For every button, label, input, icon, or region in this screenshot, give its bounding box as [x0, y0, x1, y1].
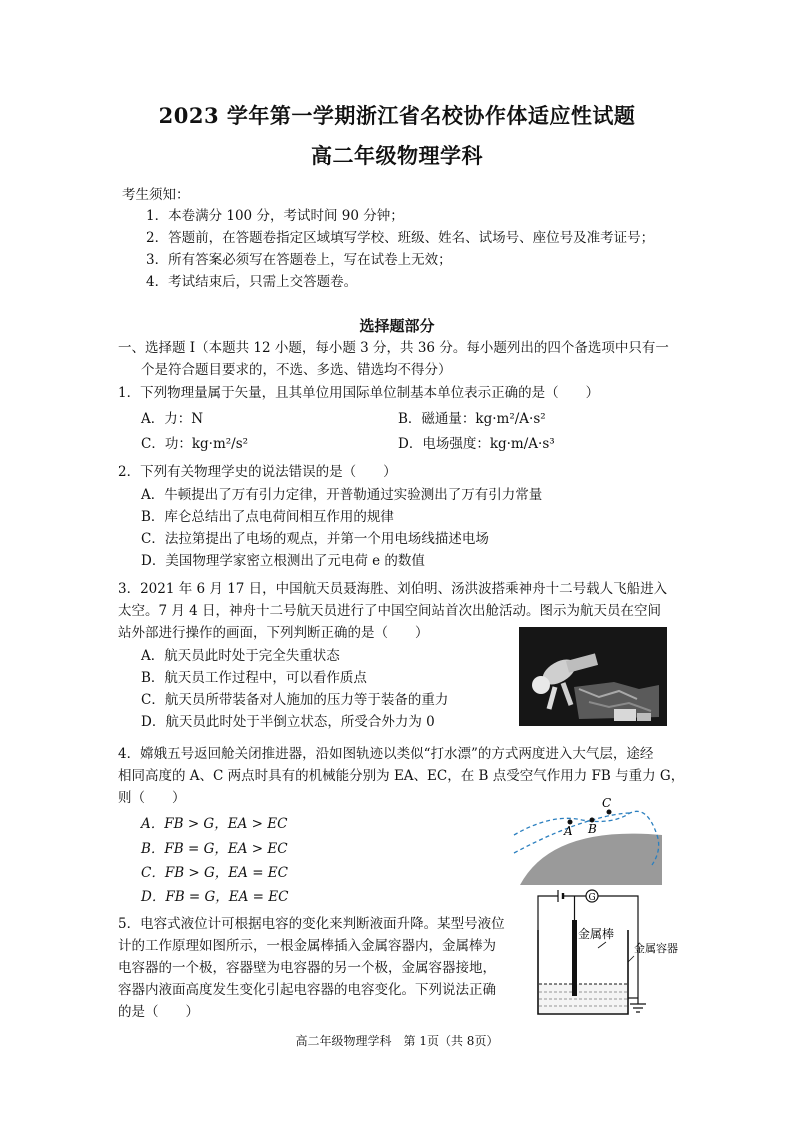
q2-option-b: B．库仑总结出了点电荷间相互作用的规律 — [141, 509, 394, 525]
q5-stem: 电容器的一个极，容器壁为电容器的另一个极，金属容器接地， — [118, 960, 496, 976]
q4-option-b: B．FB = G，EA > EC — [141, 841, 288, 857]
q3-stem: 站外部进行操作的画面，下列判断正确的是（ ） — [118, 625, 429, 641]
q4-option-d: D．FB = G，EA = EC — [141, 889, 289, 905]
page-footer: 高二年级物理学科 第 1页（共 8页） — [295, 1034, 499, 1048]
q3-option-c: C．航天员所带装备对人施加的压力等于装备的重力 — [141, 692, 449, 708]
q4-option-a: A．FB > G，EA > EC — [141, 816, 288, 832]
point-c-label: C — [602, 796, 612, 810]
metal-rod — [572, 920, 577, 996]
exam-subtitle: 高二年级物理学科 — [311, 143, 483, 168]
q1-option-d: D．电场强度：kg·m/A·s³ — [398, 436, 555, 452]
q3-option-d: D．航天员此时处于半倒立状态，所受合外力为 0 — [141, 714, 435, 730]
q1-option-a: A．力：N — [141, 411, 204, 427]
q2-option-d: D．美国物理学家密立根测出了元电荷 e 的数值 — [141, 553, 425, 569]
q5-stem: 计的工作原理如图所示，一根金属棒插入金属容器内，金属棒为 — [118, 938, 496, 954]
q4-stem: 相同高度的 A、C 两点时具有的机械能分别为 EA、EC，在 B 点受空气作用力 FB 与重力 G， — [118, 768, 685, 784]
notice-heading: 考生须知： — [122, 187, 190, 203]
notice-item: 1．本卷满分 100 分，考试时间 90 分钟； — [146, 208, 404, 224]
q1-option-b: B．磁通量：kg·m²/A·s² — [398, 411, 546, 427]
point-a-label: A — [564, 824, 573, 838]
exam-title: 2023 学年第一学期浙江省名校协作体适应性试题 — [158, 103, 636, 128]
container-label: 金属容器 — [634, 942, 678, 955]
point-b-label: B — [588, 822, 597, 836]
section-intro: 一、选择题 I（本题共 12 小题，每小题 3 分，共 36 分。每小题列出的四个备选项中只有一 — [118, 340, 669, 356]
q1-option-c: C．功：kg·m²/s² — [141, 436, 249, 452]
notice-item: 3．所有答案必须写在答题卷上，写在试卷上无效； — [146, 252, 452, 268]
q3-stem: 太空。7 月 4 日，神舟十二号航天员进行了中国空间站首次出舱活动。图示为航天员在空间 — [118, 603, 662, 619]
q2-option-a: A．牛顿提出了万有引力定律，开普勒通过实验测出了万有引力常量 — [141, 487, 543, 503]
level-gauge-diagram — [528, 886, 688, 1026]
q3-option-a: A．航天员此时处于完全失重状态 — [141, 648, 340, 664]
q5-stem: 容器内液面高度发生变化引起电容器的电容变化。下列说法正确 — [118, 982, 496, 998]
astronaut-photo — [519, 627, 667, 726]
notice-item: 2．答题前，在答题卷指定区域填写学校、班级、姓名、试场号、座位号及准考证号； — [146, 230, 655, 246]
trajectory-diagram — [512, 795, 668, 885]
section-title: 选择题部分 — [359, 317, 435, 335]
q1-stem: 1．下列物理量属于矢量，且其单位用国际单位制基本单位表示正确的是（ ） — [118, 385, 600, 401]
q5-stem: 5．电容式液位计可根据电容的变化来判断液面升降。某型号液位 — [118, 916, 505, 932]
q5-stem: 的是（ ） — [118, 1004, 199, 1020]
q4-stem: 则（ ） — [118, 790, 186, 806]
section-intro: 个是符合题目要求的，不选、多选、错选均不得分） — [141, 362, 452, 378]
q4-option-c: C．FB > G，EA = EC — [141, 865, 288, 881]
notice-item: 4．考试结束后，只需上交答题卷。 — [146, 274, 358, 290]
rod-label: 金属棒 — [578, 927, 615, 941]
q3-option-b: B．航天员工作过程中，可以看作质点 — [141, 670, 367, 686]
q2-stem: 2．下列有关物理学史的说法错误的是（ ） — [118, 464, 397, 480]
galvanometer-label: G — [588, 893, 596, 903]
q2-option-c: C．法拉第提出了电场的观点，并第一个用电场线描述电场 — [141, 531, 489, 547]
q4-stem: 4．嫦娥五号返回舱关闭推进器，沿如图轨迹以类似“打水漂”的方式两度进入大气层，途经 — [118, 746, 654, 762]
q3-stem: 3．2021 年 6 月 17 日，中国航天员聂海胜、刘伯明、汤洪波搭乘神舟十二号载人飞船进入 — [118, 581, 668, 597]
